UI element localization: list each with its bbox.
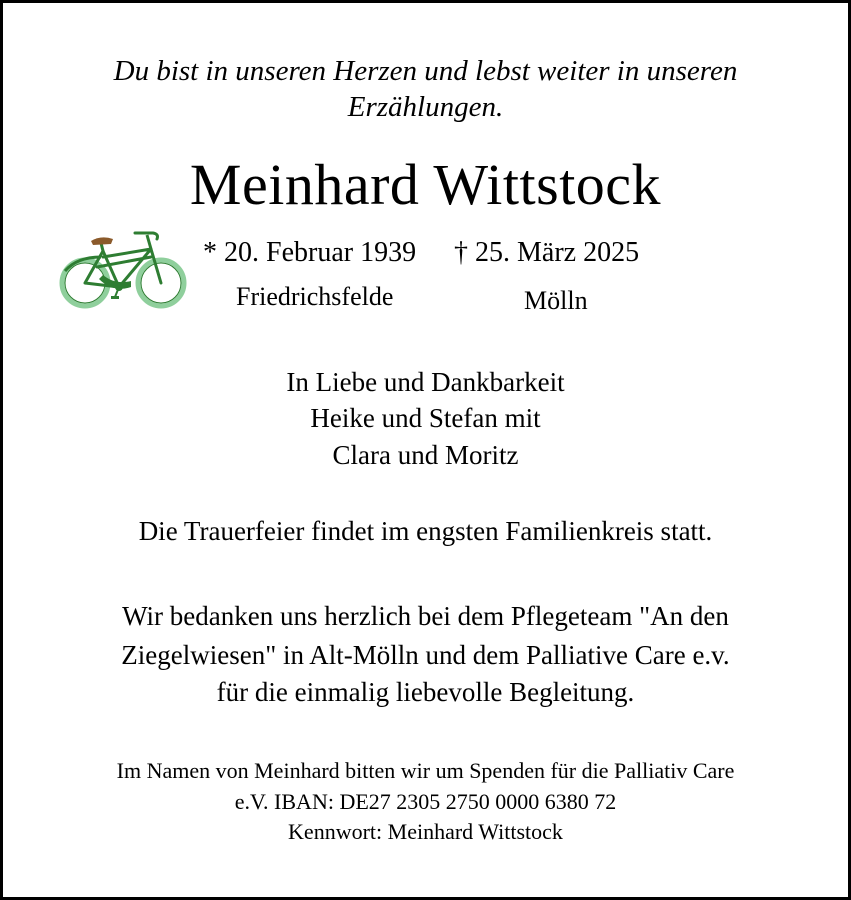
thanks-line-3: für die einmalig liebevolle Begleitung. — [216, 677, 635, 707]
donation-line-1: Im Namen von Meinhard bitten wir um Spenden für die Palliativ Care — [116, 758, 735, 783]
thanks-line-1: Wir bedanken uns herzlich bei dem Pflegeteam "An den — [122, 601, 729, 631]
deceased-name: Meinhard Wittstock — [189, 152, 662, 217]
mourners-line-2: Heike und Stefan mit — [310, 403, 541, 433]
death-date: † 25. März 2025 — [454, 237, 640, 268]
birth-date: * 20. Februar 1939 — [203, 237, 417, 268]
funeral-notice: Die Trauerfeier findet im engsten Familienkreis statt. — [138, 516, 713, 546]
motto-line-2: Erzählungen. — [347, 91, 504, 123]
thanks-line-2: Ziegelwiesen" in Alt-Mölln und dem Palliative Care e.v. — [121, 640, 730, 670]
mourners-line-3: Clara und Moritz — [332, 440, 519, 470]
donation-line-3: Kennwort: Meinhard Wittstock — [288, 819, 563, 844]
motto-line-1: Du bist in unseren Herzen und lebst weiter in unseren — [113, 55, 738, 87]
birth-place: Friedrichsfelde — [236, 282, 394, 311]
mourners-line-1: In Liebe und Dankbarkeit — [286, 367, 565, 397]
death-place: Mölln — [524, 286, 588, 315]
bicycle-icon — [57, 227, 189, 313]
donation-line-2: e.V. IBAN: DE27 2305 2750 0000 6380 72 — [234, 789, 617, 814]
